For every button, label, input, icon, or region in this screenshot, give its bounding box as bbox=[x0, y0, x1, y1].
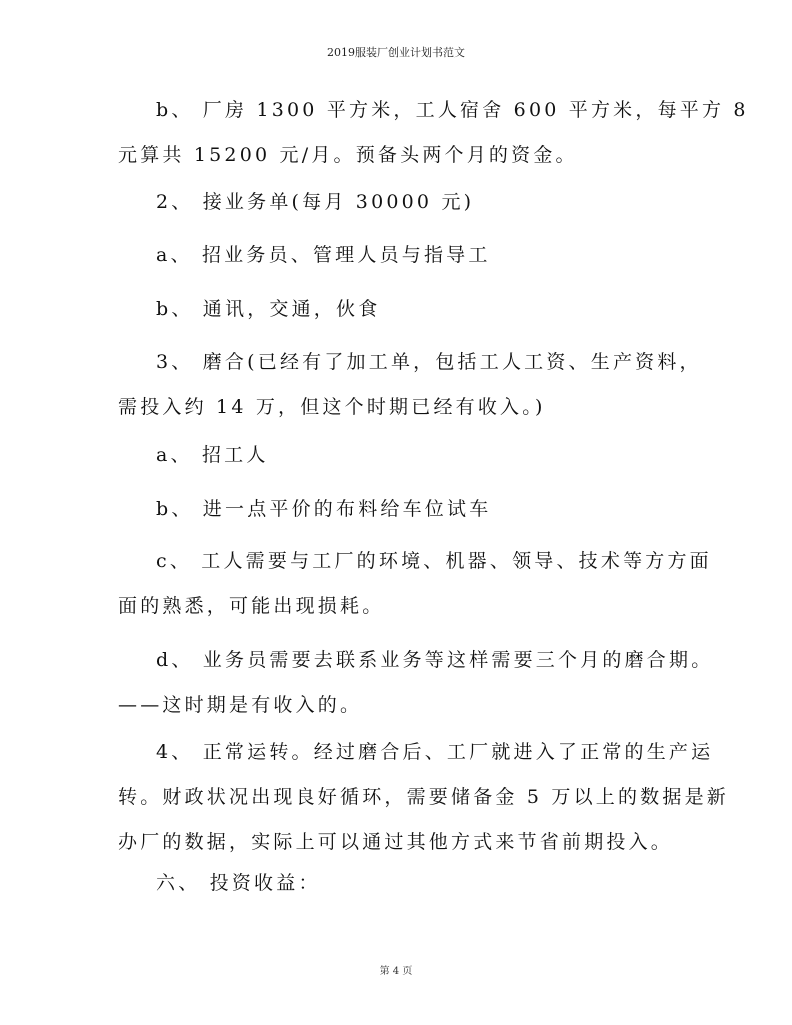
paragraph-line: 4、 正常运转。经过磨合后、工厂就进入了正常的生产运 bbox=[156, 741, 714, 763]
paragraph-line: b、 厂房 1300 平方米，工人宿舍 600 平方米，每平方 8 bbox=[156, 99, 749, 121]
section-heading: 六、 投资收益： bbox=[156, 872, 321, 894]
paragraph-line: b、 进一点平价的布料给车位试车 bbox=[156, 498, 492, 520]
paragraph-line: 元算共 15200 元/月。预备头两个月的资金。 bbox=[118, 144, 578, 166]
paragraph-line: 需投入约 14 万，但这个时期已经有收入。) bbox=[118, 396, 546, 418]
paragraph-line: 3、 磨合(已经有了加工单，包括工人工资、生产资料， bbox=[156, 351, 702, 373]
paragraph-line: b、 通讯，交通，伙食 bbox=[156, 298, 381, 320]
paragraph-line: c、 工人需要与工厂的环境、机器、领导、技术等方方面 bbox=[156, 550, 712, 572]
paragraph-line: a、 招工人 bbox=[156, 444, 269, 466]
paragraph-line: 办厂的数据，实际上可以通过其他方式来节省前期投入。 bbox=[118, 831, 674, 853]
paragraph-line: 面的熟悉，可能出现损耗。 bbox=[118, 595, 385, 617]
paragraph-line: ——这时期是有收入的。 bbox=[118, 694, 363, 716]
paragraph-line: 转。财政状况出现良好循环，需要储备金 5 万以上的数据是新 bbox=[118, 786, 729, 808]
paragraph-line: 2、 接业务单(每月 30000 元) bbox=[156, 191, 475, 213]
paragraph-line: d、 业务员需要去联系业务等这样需要三个月的磨合期。 bbox=[156, 649, 714, 671]
running-header: 2019服装厂创业计划书范文 bbox=[327, 46, 465, 59]
paragraph-line: a、 招业务员、管理人员与指导工 bbox=[156, 244, 491, 266]
page-number: 第 4 页 bbox=[379, 966, 413, 977]
